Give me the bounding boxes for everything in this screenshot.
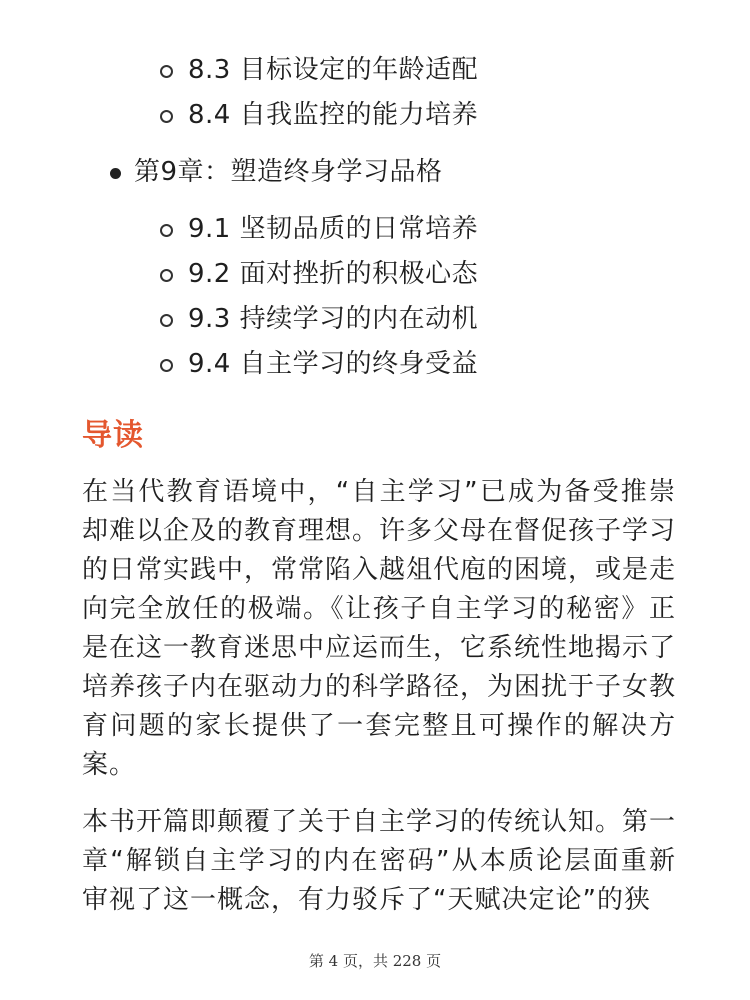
toc-item-9-1 bbox=[0, 207, 750, 252]
toc-chapter-label: 第9章：塑造终身学习品格 bbox=[134, 157, 443, 187]
toc-item-label: 9.1 坚韧品质的日常培养 bbox=[188, 214, 479, 244]
toc-item-label: 9.3 持续学习的内在动机 bbox=[188, 304, 479, 334]
hollow-bullet-icon bbox=[160, 224, 173, 237]
body-paragraph: 在当代教育语境中，“自主学习”已成为备受推崇却难以企及的教育理想。许多父母在督促孩子学习的日常实践中，常常陷入越俎代庖的困境，或是走向完全放任的极端。《让孩子自主学习的秘密》正是在这一教育迷思中应运而生，它系统性地揭示了培养孩子内在驱动力的科学路径，为困扰于子女教育问题的家长提供了一套完整且可操作的解决方案。 bbox=[82, 477, 677, 780]
toc-chapter-9 bbox=[0, 150, 750, 195]
toc-item-8-3 bbox=[0, 48, 750, 93]
hollow-bullet-icon bbox=[160, 65, 173, 78]
toc-item-label: 9.4 自主学习的终身受益 bbox=[188, 349, 479, 379]
toc-item-label: 9.2 面对挫折的积极心态 bbox=[188, 259, 479, 289]
section-heading: 导读 bbox=[82, 418, 144, 453]
toc-item-9-2 bbox=[0, 252, 750, 297]
page-number-footer: 第 4 页，共 228 页 bbox=[308, 952, 442, 970]
filled-bullet-icon bbox=[110, 168, 121, 179]
hollow-bullet-icon bbox=[160, 110, 173, 123]
hollow-bullet-icon bbox=[160, 314, 173, 327]
toc-item-label: 8.4 自我监控的能力培养 bbox=[188, 100, 479, 130]
toc-item-label: 8.3 目标设定的年龄适配 bbox=[188, 55, 479, 85]
toc-item-9-4 bbox=[0, 342, 750, 387]
toc-item-8-4 bbox=[0, 93, 750, 138]
hollow-bullet-icon bbox=[160, 359, 173, 372]
hollow-bullet-icon bbox=[160, 269, 173, 282]
table-of-contents bbox=[0, 48, 750, 387]
toc-item-9-3 bbox=[0, 297, 750, 342]
body-paragraph: 本书开篇即颠覆了关于自主学习的传统认知。第一章“解锁自主学习的内在密码”从本质论层面重新审视了这一概念，有力驳斥了“天赋决定论”的狭 bbox=[82, 807, 677, 915]
